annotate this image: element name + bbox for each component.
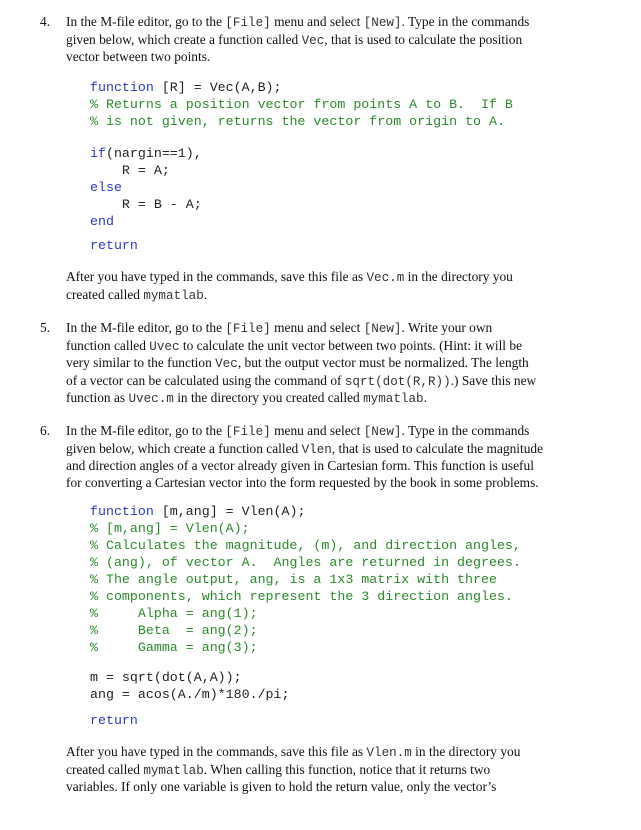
code-line	[90, 639, 521, 656]
inline-code: [New]	[363, 16, 402, 30]
code-line	[90, 96, 513, 113]
text-segment: menu and select	[270, 320, 364, 335]
code-keyword: return	[90, 713, 138, 728]
code-line	[90, 605, 521, 622]
text-segment: . When calling this function, notice that it returns two	[203, 761, 491, 777]
inline-code: Uvec	[149, 339, 180, 354]
code-comment: % [m,ang] = Vlen(A);	[90, 521, 250, 536]
code-line	[90, 554, 521, 571]
text-segment: to calculate the unit vector between two points. (Hint: it will be	[179, 337, 523, 353]
item-4-intro	[66, 14, 626, 66]
text-segment: . Type in the commands	[401, 423, 530, 438]
text-line	[66, 390, 626, 408]
text-segment: menu and select	[270, 423, 364, 438]
inline-code: [New]	[363, 322, 402, 336]
text-segment: given below, which create a function called	[66, 31, 302, 47]
inline-code: mymatlab	[143, 763, 204, 778]
text-segment: . Write your own	[401, 320, 493, 335]
code-line	[90, 588, 521, 605]
text-segment: of a vector can be calculated using the command of	[66, 372, 345, 388]
text-line	[66, 14, 626, 32]
text-segment: in the directory you	[404, 269, 513, 284]
code-text: m = sqrt(dot(A,A));	[90, 670, 242, 685]
text-segment: function as	[66, 390, 129, 405]
text-segment: vector between two points.	[66, 49, 211, 64]
code-keyword: function	[90, 80, 154, 95]
code-line	[90, 503, 521, 520]
text-line	[66, 744, 626, 762]
text-line	[66, 441, 626, 459]
code-keyword: if	[90, 146, 106, 161]
text-line	[66, 49, 626, 66]
text-segment: , that is used to calculate the magnitude	[331, 440, 544, 456]
code-line	[90, 196, 202, 213]
text-segment: .	[203, 286, 208, 302]
code-comment: % Alpha = ang(1);	[90, 606, 258, 621]
code-line	[90, 162, 202, 179]
text-line	[66, 338, 626, 356]
text-line	[66, 287, 626, 305]
item-number: 6.	[40, 423, 51, 438]
inline-code: Uvec.m	[128, 392, 174, 406]
text-line	[66, 458, 626, 475]
code-line	[90, 237, 138, 254]
inline-code: Vlen.m	[366, 746, 412, 760]
item-6-save-note	[66, 744, 626, 796]
code-line	[90, 712, 138, 729]
code-line	[90, 213, 202, 230]
vlen-code-header	[90, 503, 521, 656]
code-text: (nargin==1),	[105, 146, 202, 161]
vec-code-body	[90, 145, 202, 230]
code-comment: % Beta = ang(2);	[90, 623, 258, 638]
inline-code: [New]	[363, 425, 402, 439]
inline-code: mymatlab	[363, 392, 424, 406]
code-text: [R] = Vec(A,B);	[153, 80, 282, 95]
text-segment: After you have typed in the commands, save this file as	[66, 269, 367, 284]
text-segment: After you have typed in the commands, save this file as	[66, 744, 367, 759]
text-segment: In the M-file editor, go to the	[66, 320, 226, 335]
text-line	[66, 269, 626, 287]
text-segment: function called	[66, 337, 150, 353]
text-segment: variables. If only one variable is given to hold the return value, only the vector’s	[66, 779, 497, 794]
text-segment: In the M-file editor, go to the	[66, 423, 226, 438]
text-segment: created called	[66, 761, 144, 777]
text-segment: created called	[66, 286, 144, 302]
code-line	[90, 79, 513, 96]
code-keyword: return	[90, 238, 138, 253]
text-segment: , that is used to calculate the position	[324, 31, 523, 47]
code-text: ang = acos(A./m)*180./pi;	[90, 687, 290, 702]
inline-code: Vec	[215, 357, 238, 371]
code-line	[90, 669, 290, 686]
vec-code-return	[90, 237, 138, 254]
inline-code: sqrt(dot(R,R))	[344, 374, 451, 389]
text-segment: for converting a Cartesian vector into the form requested by the book in some problems.	[66, 474, 539, 490]
code-text: R = B - A;	[90, 197, 202, 212]
code-line	[90, 571, 521, 588]
code-line	[90, 686, 290, 703]
text-line	[66, 373, 626, 391]
text-line	[66, 423, 626, 441]
inline-code: Vec	[301, 33, 325, 48]
item-number: 5.	[40, 320, 51, 335]
text-segment: menu and select	[270, 14, 364, 29]
text-segment: very similar to the function	[66, 355, 216, 370]
text-line	[66, 320, 626, 338]
inline-code: Vec.m	[366, 271, 405, 285]
text-line	[66, 475, 626, 492]
item-4-save-note	[66, 269, 626, 304]
text-segment: .	[423, 390, 427, 405]
text-segment: In the M-file editor, go to the	[66, 14, 226, 29]
text-segment: in the directory you	[411, 744, 521, 759]
code-comment: % Calculates the magnitude, (m), and direction angles,	[90, 538, 521, 553]
text-line	[66, 355, 626, 373]
code-comment: % components, which represent the 3 direction angles.	[90, 589, 513, 604]
code-keyword: end	[90, 214, 114, 229]
inline-code: [File]	[225, 322, 271, 336]
code-keyword: else	[90, 180, 122, 195]
inline-code: mymatlab	[143, 288, 204, 303]
text-segment: and direction angles of a vector already given in Cartesian form. This function is useful	[66, 458, 534, 473]
code-line	[90, 520, 521, 537]
code-line	[90, 145, 202, 162]
code-comment: % Gamma = ang(3);	[90, 640, 258, 655]
item-5-text	[66, 320, 626, 408]
text-line	[66, 762, 626, 780]
inline-code: [File]	[225, 16, 271, 30]
vlen-code-return	[90, 712, 138, 729]
text-segment: in the directory you created called	[173, 390, 364, 405]
code-comment: % Returns a position vector from points A to B. If B	[90, 97, 513, 112]
code-comment: % The angle output, ang, is a 1x3 matrix with three	[90, 572, 497, 587]
code-text: [m,ang] = Vlen(A);	[153, 504, 306, 519]
code-line	[90, 622, 521, 639]
code-line	[90, 179, 202, 196]
text-segment: .) Save this new	[450, 372, 537, 388]
code-keyword: function	[90, 504, 154, 519]
text-line	[66, 32, 626, 50]
code-line	[90, 113, 513, 130]
item-6-intro	[66, 423, 626, 491]
text-segment: given below, which create a function called	[66, 440, 302, 456]
inline-code: [File]	[225, 425, 271, 439]
code-comment: % is not given, returns the vector from origin to A.	[90, 114, 505, 129]
code-text: R = A;	[90, 163, 170, 178]
text-segment: . Type in the commands	[401, 14, 530, 29]
code-comment: % (ang), of vector A. Angles are returned in degrees.	[90, 555, 521, 570]
text-line	[66, 779, 626, 796]
inline-code: Vlen	[301, 442, 332, 457]
vlen-code-body	[90, 669, 290, 703]
vec-code-header	[90, 79, 513, 130]
code-line	[90, 537, 521, 554]
text-segment: , but the output vector must be normalized. The length	[237, 355, 529, 370]
item-number: 4.	[40, 14, 51, 29]
